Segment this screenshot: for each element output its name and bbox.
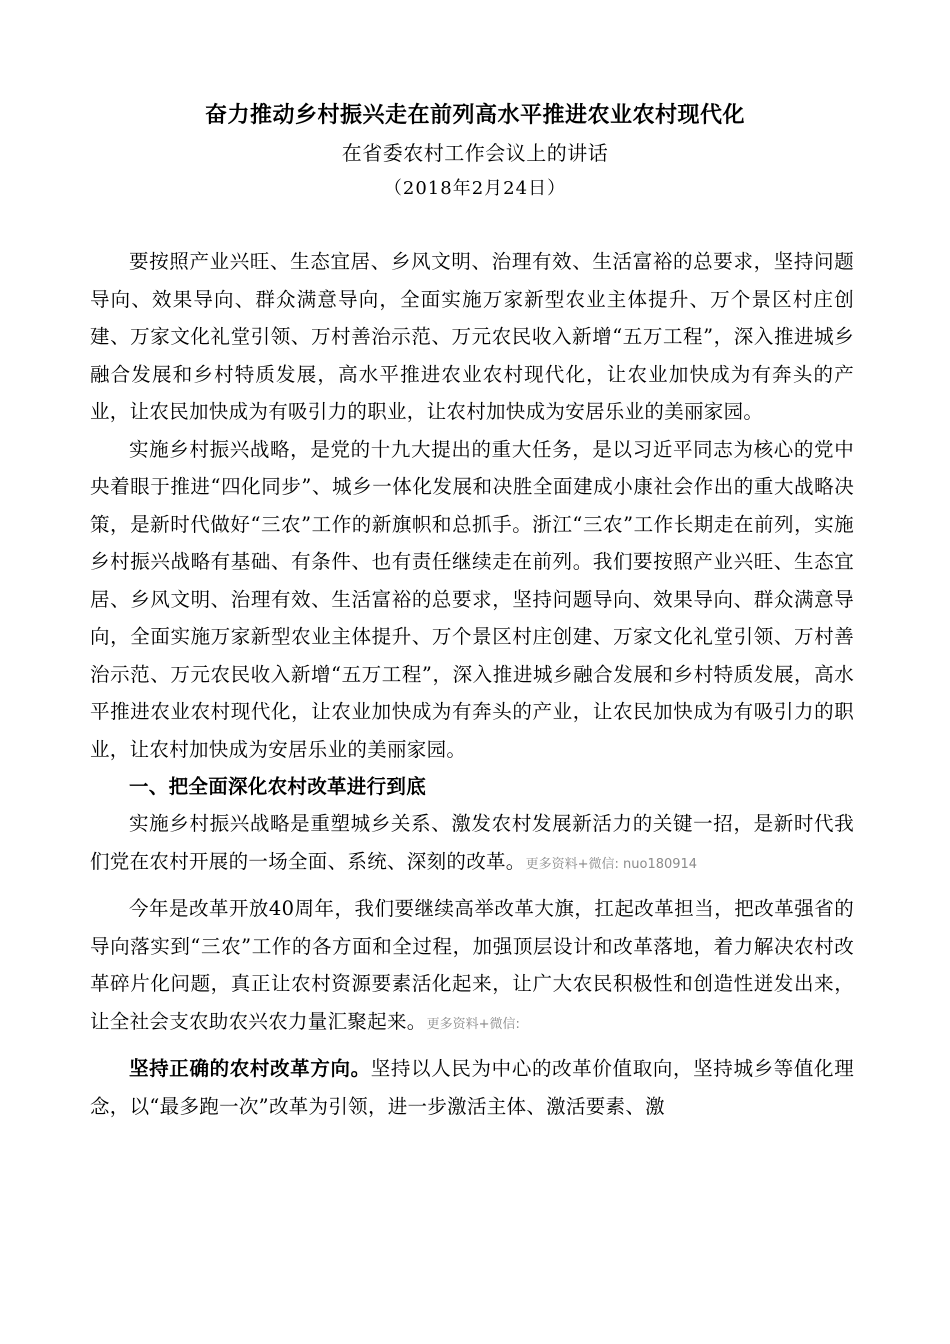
paragraph-lead-bold: 坚持正确的农村改革方向。 [129,1057,371,1080]
section-1-paragraph-2-text: 今年是改革开放40周年，我们要继续高举改革大旗，扛起改革担当，把改革强省的导向落实到“三农”工作的各方面和全过程，加强顶层设计和改革落地，着力解决农村改革碎片化问题，真正让农村资源要素活化起来，让广大农民积极性和创造性迸发出来，让全社会支农助农兴农力量汇聚起来。 [90,897,854,1033]
spacer [90,1040,854,1050]
document-subtitle: 在省委农村工作会议上的讲话 [341,141,609,165]
paragraph-1: 要按照产业兴旺、生态宜居、乡风文明、治理有效、生活富裕的总要求，坚持问题导向、效果导向、群众满意导向，全面实施万家新型农业主体提升、万个景区村庄创建、万家文化礼堂引领、万村善治示范、万元农民收入新增“五万工程”，深入推进城乡融合发展和乡村特质发展，高水平推进农业农村现代化，让农业加快成为有奔头的产业，让农民加快成为有吸引力的职业，让农村加快成为安居乐业的美丽家园。 [90,250,854,423]
wechat-note-2: 更多资料+微信: [426,1016,520,1032]
section-1-paragraph-2 [90,890,854,1040]
wechat-note-1: 更多资料+微信: nuo180914 [525,856,698,872]
section-1-paragraph-1-text: 实施乡村振兴战略是重塑城乡关系、激发农村发展新活力的关键一招，是新时代我们党在农村开展的一场全面、系统、深刻的改革。 [90,812,854,873]
document-body [90,243,854,1125]
section-heading-1: 一、把全面深化农村改革进行到底 [129,775,427,798]
paragraph-2: 实施乡村振兴战略，是党的十九大提出的重大任务，是以习近平同志为核心的党中央着眼于推进“四化同步”、城乡一体化发展和决胜全面建成小康社会作出的重大战略决策，是新时代做好“三农”工作的新旗帜和总抓手。浙江“三农”工作长期走在前列，实施乡村振兴战略有基础、有条件、也有责任继续走在前列。我们要按照产业兴旺、生态宜居、乡风文明、治理有效、生活富裕的总要求，坚持问题导向、效果导向、群众满意导向，全面实施万家新型农业主体提升、万个景区村庄创建、万家文化礼堂引领、万村善治示范、万元农民收入新增“五万工程”，深入推进城乡融合发展和乡村特质发展，高水平推进农业农村现代化，让农业加快成为有奔头的产业，让农民加快成为有吸引力的职业，让农村加快成为安居乐业的美丽家园。 [90,437,854,761]
document-date: （2018年2月24日） [383,178,567,199]
document-title: 奋力推动乡村振兴走在前列高水平推进农业农村现代化 [204,102,745,128]
spacer [90,880,854,890]
section-1-paragraph-1 [90,805,854,880]
section-1-paragraph-3-text: 坚持以人民为中心的改革价值取向，坚持城乡等值化理念，以“最多跑一次”改革为引领，进一步激活主体、激活要素、激 [90,1057,854,1118]
section-1-paragraph-3 [90,1050,854,1125]
